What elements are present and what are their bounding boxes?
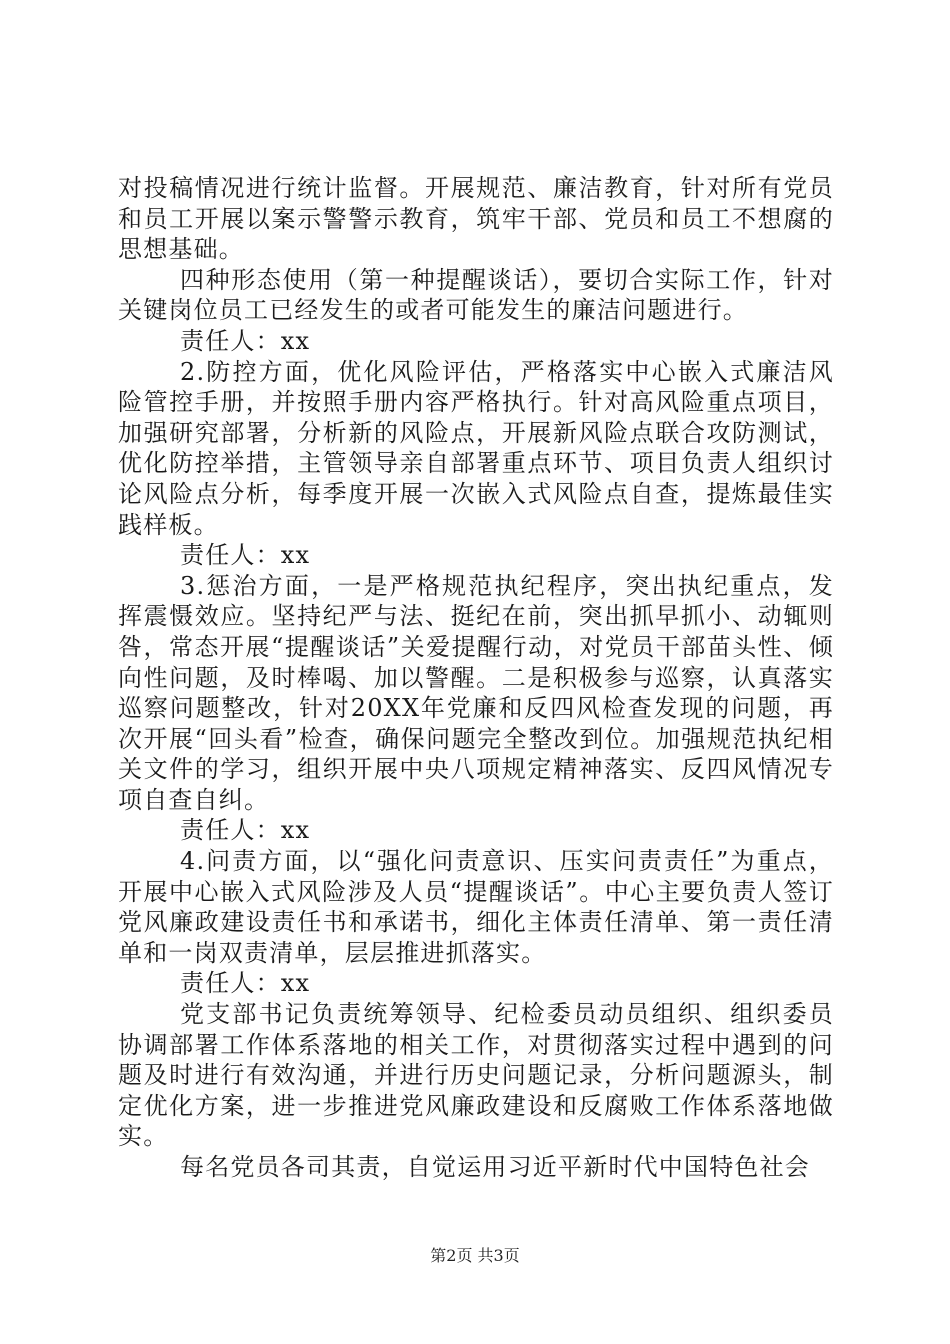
paragraph-2: 四种形态使用（第一种提醒谈话），要切合实际工作，针对关键岗位员工已经发生的或者可能发生的廉洁问题进行。 [118, 265, 834, 325]
paragraph-prevention: 2.防控方面，优化风险评估，严格落实中心嵌入式廉洁风险管控手册，并按照手册内容严格执行。针对高风险重点项目，加强研究部署，分析新的风险点，开展新风险点联合攻防测试，优化防控举措，主管领导亲自部署重点环节、项目负责人组织讨论风险点分析，每季度开展一次嵌入式风险点自查，提炼最佳实践样板。 [118, 357, 834, 539]
paragraph-punishment: 3.惩治方面，一是严格规范执纪程序，突出执纪重点，发挥震慑效应。坚持纪严与法、挺纪在前，突出抓早抓小、动辄则咎，常态开展“提醒谈话”关爱提醒行动，对党员干部苗头性、倾向性问题，及时棒喝、加以警醒。二是积极参与巡察，认真落实巡察问题整改，针对20XX年党廉和反四风检查发现的问题，再次开展“回头看”检查，确保问题完全整改到位。加强规范执纪相关文件的学习，组织开展中央八项规定精神落实、反四风情况专项自查自纠。 [118, 571, 834, 814]
paragraph-party-members: 每名党员各司其责，自觉运用习近平新时代中国特色社会 [180, 1153, 810, 1181]
paragraph-branch-secretary: 党支部书记负责统筹领导、纪检委员动员组织、组织委员协调部署工作体系落地的相关工作，对贯彻落实过程中遇到的问题及时进行有效沟通，并进行历史问题记录，分析问题源头，制定优化方案，进一步推进党风廉政建设和反腐败工作体系落地做实。 [118, 1000, 834, 1151]
responsible-person-line: 责任人：xx [180, 326, 311, 355]
document-body [118, 173, 834, 1183]
responsible-person-line: 责任人：xx [180, 816, 311, 845]
responsible-person-line: 责任人：xx [180, 969, 311, 998]
paragraph-1: 对投稿情况进行统计监督。开展规范、廉洁教育，针对所有党员和员工开展以案示警警示教育，筑牢干部、党员和员工不想腐的思想基础。 [118, 174, 834, 264]
page-footer: 第2页 共3页 [430, 1246, 520, 1265]
paragraph-accountability: 4.问责方面，以“强化问责意识、压实问责责任”为重点，开展中心嵌入式风险涉及人员“提醒谈话”。中心主要负责人签订党风廉政建设责任书和承诺书，细化主体责任清单、第一责任清单和一岗双责清单，层层推进抓落实。 [118, 847, 834, 967]
responsible-person-line: 责任人：xx [180, 541, 311, 570]
